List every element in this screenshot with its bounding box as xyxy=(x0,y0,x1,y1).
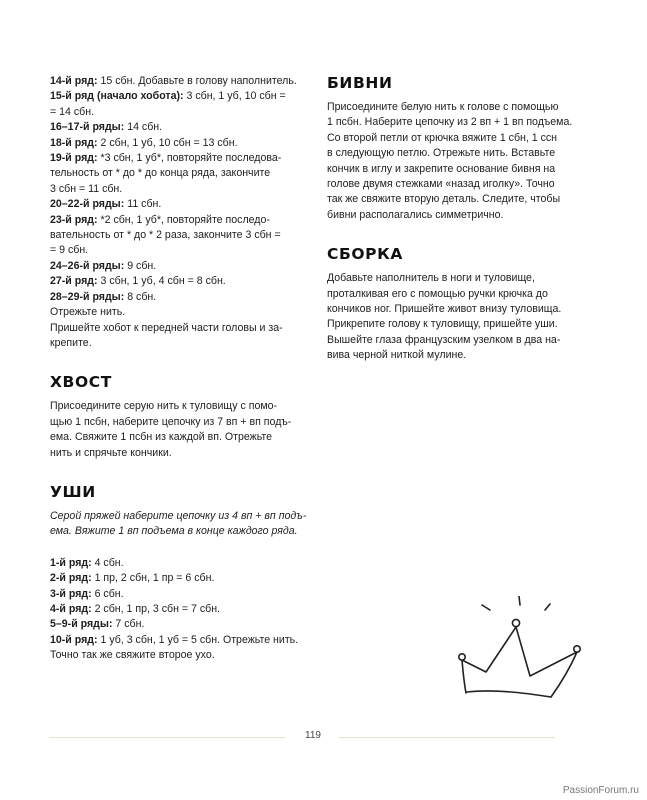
row-label: 19-й ряд: xyxy=(50,152,98,165)
row-text: крепите. xyxy=(50,336,92,349)
right-column xyxy=(327,74,592,364)
row-text: 3 сбн = 11 сбн. xyxy=(50,182,123,195)
row-text: 3 сбн, 1 уб, 4 сбн = 8 сбн. xyxy=(97,275,226,288)
row-text: тельность от * до * до конца ряда, закончите xyxy=(50,167,271,180)
footer-rule-right xyxy=(339,737,555,738)
section-heading-tusks: БИВНИ xyxy=(327,74,393,92)
instruction-line xyxy=(50,228,312,243)
row-label: 16–17-й ряды: xyxy=(50,121,125,134)
tusks-line: 1 псбн. Наберите цепочку из 2 вп + 1 вп подъема. xyxy=(327,116,573,129)
ears-row-line xyxy=(50,587,312,602)
ears-intro-line: ема. Вяжите 1 вп подъема в конце каждого ряда. xyxy=(50,525,298,538)
row-label: 20–22-й ряды: xyxy=(50,198,125,211)
instruction-line xyxy=(50,74,312,89)
tusks-line: так же свяжите вторую деталь. Следите, чтобы xyxy=(327,193,561,206)
row-label: 27-й ряд: xyxy=(50,275,98,288)
assembly-line: проталкивая его с помощью ручки крючка до xyxy=(327,287,548,300)
left-column xyxy=(50,74,312,664)
row-text: 1 уб, 3 сбн, 1 уб = 5 сбн. Отрежьте нить. xyxy=(97,633,299,646)
tail-line: нить и спрячьте кончики. xyxy=(50,446,172,459)
crown-icon xyxy=(450,596,600,716)
instruction-line xyxy=(50,105,312,120)
tusks-line: голове двумя стежками «назад иголку». Точно xyxy=(327,178,555,191)
row-label: 5–9-й ряды: xyxy=(50,618,113,631)
row-text: *2 сбн, 1 уб*, повторяйте последо- xyxy=(97,213,270,226)
instruction-line xyxy=(50,274,312,289)
tail-line: ема. Свяжите 1 псбн из каждой вп. Отрежьте xyxy=(50,431,273,444)
assembly-line: кончиков ног. Пришейте живот внизу туловища. xyxy=(327,303,562,316)
row-text: *3 сбн, 1 уб*, повторяйте последова- xyxy=(97,152,282,165)
row-text: 6 сбн. xyxy=(91,587,124,600)
row-text: 15 сбн. Добавьте в голову наполнитель. xyxy=(97,75,297,87)
row-text: вательность от * до * 2 раза, закончите 3 сбн = xyxy=(50,229,281,242)
row-text: 2 сбн, 1 пр, 3 сбн = 7 сбн. xyxy=(91,602,220,615)
tusks-line: кончик в иглу и закрепите основание бивня на xyxy=(327,162,556,175)
row-text: Пришейте хобот к передней части головы и за- xyxy=(50,321,283,334)
ears-row-line xyxy=(50,617,312,632)
row-text: 2 сбн, 1 уб, 10 сбн = 13 сбн. xyxy=(97,136,238,149)
row-label: 3-й ряд: xyxy=(50,587,92,600)
instruction-line xyxy=(50,259,312,274)
assembly-line: Добавьте наполнитель в ноги и туловище, xyxy=(327,272,535,285)
ears-row-line xyxy=(50,648,312,663)
instruction-line xyxy=(50,182,312,197)
assembly-line: вива черной ниткой мулине. xyxy=(327,349,467,362)
row-label: 14-й ряд: xyxy=(50,75,98,87)
row-label: 15-й ряд (начало хобота): xyxy=(50,90,184,103)
row-text: 8 сбн. xyxy=(124,290,157,303)
row-label: 18-й ряд: xyxy=(50,136,98,149)
tusks-line: Присоедините белую нить к голове с помощью xyxy=(327,101,559,113)
ears-row-line xyxy=(50,602,312,617)
section-heading-ears: УШИ xyxy=(50,482,96,501)
instruction-line xyxy=(50,305,312,320)
row-label: 28–29-й ряды: xyxy=(50,290,125,303)
row-text: 9 сбн. xyxy=(124,259,157,272)
instruction-line xyxy=(50,213,312,228)
tusks-line: бивни располагались симметрично. xyxy=(327,208,504,221)
assembly-line: Вышейте глаза французским узелком в два на- xyxy=(327,333,561,346)
tail-line: Присоедините серую нить к туловищу с помо- xyxy=(50,400,278,413)
row-text: 14 сбн. xyxy=(124,121,163,134)
instruction-line xyxy=(50,151,312,166)
ears-row-line xyxy=(50,556,312,571)
tail-line: щью 1 псбн, наберите цепочку из 7 вп + вп подъ- xyxy=(50,415,292,428)
row-text: 3 сбн, 1 уб, 10 сбн = xyxy=(183,90,286,103)
row-label: 24–26-й ряды: xyxy=(50,259,125,272)
row-label: 10-й ряд: xyxy=(50,633,98,646)
instruction-line xyxy=(50,166,312,181)
ears-intro-line: Серой пряжей наберите цепочку из 4 вп + вп подъ- xyxy=(50,509,307,522)
row-text: 1 пр, 2 сбн, 1 пр = 6 сбн. xyxy=(91,572,215,585)
row-text: = 9 сбн. xyxy=(50,244,89,257)
row-text: 4 сбн. xyxy=(91,556,124,569)
instruction-line xyxy=(50,243,312,258)
instruction-line xyxy=(50,321,312,336)
watermark: PassionForum.ru xyxy=(562,785,639,796)
instruction-line xyxy=(50,197,312,212)
instruction-line xyxy=(50,336,312,351)
tusks-line: Со второй петли от крючка вяжите 1 сбн, 1 ссн xyxy=(327,131,558,144)
row-text: Отрежьте нить. xyxy=(50,306,126,319)
tusks-line: в следующую петлю. Отрежьте нить. Вставьте xyxy=(327,147,556,160)
row-text: 7 сбн. xyxy=(112,618,145,631)
row-text: = 14 сбн. xyxy=(50,105,95,118)
row-label: 1-й ряд: xyxy=(50,556,92,569)
ears-row-line xyxy=(50,633,312,648)
assembly-line: Прикрепите голову к туловищу, пришейте уши. xyxy=(327,318,558,331)
instruction-line xyxy=(50,89,312,104)
row-label: 4-й ряд: xyxy=(50,602,92,615)
row-label: 2-й ряд: xyxy=(50,572,92,585)
ears-row-line xyxy=(50,571,312,586)
footer-rule-left xyxy=(49,737,285,738)
row-label: 23-й ряд: xyxy=(50,213,98,226)
instruction-line xyxy=(50,120,312,135)
row-text: 11 сбн. xyxy=(124,198,162,211)
instruction-line xyxy=(50,290,312,305)
section-heading-tail: ХВОСТ xyxy=(50,373,112,392)
section-heading-assembly: СБОРКА xyxy=(327,245,403,264)
page-number: 119 xyxy=(305,730,321,741)
row-text: Точно так же свяжите второе ухо. xyxy=(50,649,215,662)
instruction-line xyxy=(50,136,312,151)
